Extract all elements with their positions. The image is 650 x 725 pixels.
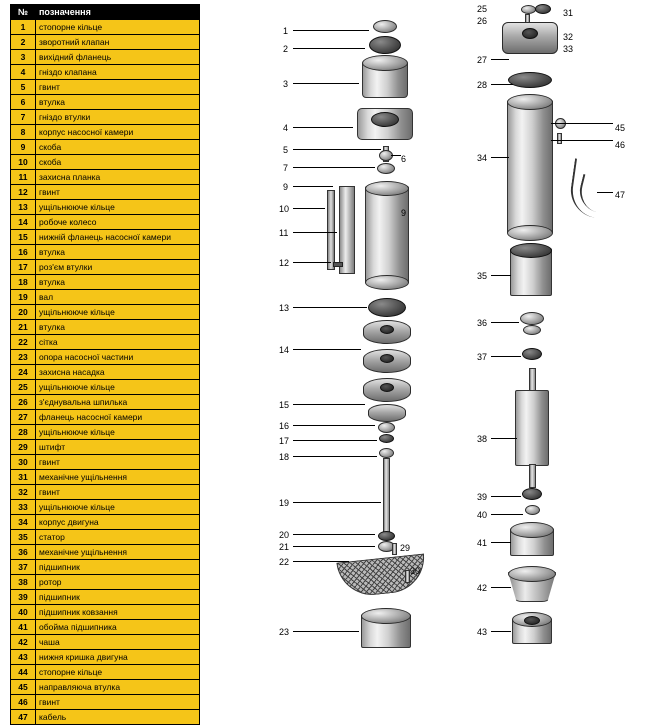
callout-label-7: 7 <box>283 163 289 173</box>
part-name-cell: ущільнююче кільце <box>36 380 200 395</box>
table-row <box>11 440 200 455</box>
leader-line <box>293 48 365 49</box>
part-name-cell: гвинт <box>36 80 200 95</box>
callout-label-40: 40 <box>477 510 488 520</box>
leader-line <box>293 167 375 168</box>
part-name-cell: роз'єм втулки <box>36 260 200 275</box>
part-3-flange-top <box>362 55 408 71</box>
callout-label-11: 11 <box>279 228 289 238</box>
callout-label-15: 15 <box>279 400 290 410</box>
callout-label-35: 35 <box>477 271 488 281</box>
part-number-cell: 16 <box>11 245 36 260</box>
part-13-o-ring <box>368 298 406 317</box>
part-15-lower-flange <box>368 404 406 422</box>
part-29-pin <box>392 543 397 555</box>
part-1-retaining-ring <box>373 20 397 33</box>
leader-line <box>293 127 353 128</box>
parts-legend-table <box>10 4 200 725</box>
callout-label-33: 33 <box>563 44 574 54</box>
part-name-cell: ущільнююче кільце <box>36 200 200 215</box>
part-name-cell: вал <box>36 290 200 305</box>
leader-line <box>293 83 359 84</box>
leader-line <box>293 208 325 209</box>
table-row <box>11 560 200 575</box>
leader-line <box>491 514 523 515</box>
part-number-cell: 35 <box>11 530 36 545</box>
table-row <box>11 215 200 230</box>
table-row <box>11 695 200 710</box>
part-14-impeller-bore <box>380 354 394 363</box>
part-number-cell: 8 <box>11 125 36 140</box>
part-name-cell: підшипник ковзання <box>36 605 200 620</box>
table-row <box>11 80 200 95</box>
part-42-cup-rim <box>508 566 556 582</box>
part-46-screw <box>557 133 562 144</box>
table-row <box>11 380 200 395</box>
table-row <box>11 605 200 620</box>
part-name-cell: гвинт <box>36 185 200 200</box>
leader-line <box>491 631 511 632</box>
callout-label-39: 39 <box>477 492 488 502</box>
callout-label-36: 36 <box>477 318 488 328</box>
exploded-view-diagram <box>205 0 650 650</box>
part-number-cell: 30 <box>11 455 36 470</box>
table-row <box>11 110 200 125</box>
table-row <box>11 500 200 515</box>
part-number-cell: 41 <box>11 620 36 635</box>
table-row <box>11 245 200 260</box>
part-34-motor-housing <box>507 100 553 234</box>
leader-line <box>491 59 509 60</box>
part-number-cell: 38 <box>11 575 36 590</box>
part-name-cell: втулка <box>36 245 200 260</box>
callout-label-46: 46 <box>615 140 626 150</box>
leader-line <box>293 502 381 503</box>
table-row <box>11 65 200 80</box>
part-9-body-bottom-rim <box>365 275 409 290</box>
part-name-cell: робоче колесо <box>36 215 200 230</box>
part-number-cell: 14 <box>11 215 36 230</box>
part-34-housing-bottom-rim <box>507 225 553 241</box>
part-40-sliding-bearing <box>525 505 540 515</box>
callout-label-29: 29 <box>400 543 411 553</box>
callout-label-42: 42 <box>477 583 488 593</box>
table-row <box>11 470 200 485</box>
part-number-cell: 37 <box>11 560 36 575</box>
part-name-cell: статор <box>36 530 200 545</box>
leader-line <box>491 587 511 588</box>
part-number-cell: 33 <box>11 500 36 515</box>
part-2-check-valve <box>369 36 401 54</box>
part-number-cell: 34 <box>11 515 36 530</box>
part-9-body-top-rim <box>365 181 409 196</box>
part-name-cell: скоба <box>36 140 200 155</box>
leader-line <box>293 425 375 426</box>
callout-label-10: 10 <box>279 204 290 214</box>
part-name-cell: гвинт <box>36 455 200 470</box>
part-name-cell: направляюча втулка <box>36 680 200 695</box>
part-name-cell: механічне ущільнення <box>36 545 200 560</box>
callout-label-9: 9 <box>283 182 289 192</box>
part-number-cell: 18 <box>11 275 36 290</box>
table-row <box>11 320 200 335</box>
callout-label-19: 19 <box>279 498 290 508</box>
leader-line <box>293 440 377 441</box>
part-41-cage-rim <box>510 522 554 538</box>
leader-line <box>551 140 613 141</box>
part-name-cell: гвинт <box>36 485 200 500</box>
part-number-cell: 47 <box>11 710 36 725</box>
table-row <box>11 575 200 590</box>
part-number-cell: 9 <box>11 140 36 155</box>
table-row <box>11 290 200 305</box>
part-11-guard-strip <box>339 186 355 274</box>
table-row <box>11 620 200 635</box>
part-14-impeller-bore <box>380 383 394 392</box>
part-name-cell: ротор <box>36 575 200 590</box>
part-number-cell: 23 <box>11 350 36 365</box>
part-number-cell: 17 <box>11 260 36 275</box>
callout-label-25: 25 <box>477 4 488 14</box>
part-name-cell: ущільнююче кільце <box>36 425 200 440</box>
part-number-cell: 36 <box>11 545 36 560</box>
column-header-number: № <box>11 5 36 20</box>
part-number-cell: 45 <box>11 680 36 695</box>
table-row <box>11 425 200 440</box>
part-number-cell: 15 <box>11 230 36 245</box>
leader-line <box>491 496 521 497</box>
table-row <box>11 545 200 560</box>
callout-label-47: 47 <box>615 190 626 200</box>
callout-label-14: 14 <box>279 345 290 355</box>
part-number-cell: 25 <box>11 380 36 395</box>
part-36-mechanical-seal <box>520 312 544 325</box>
callout-label-2: 2 <box>283 44 289 54</box>
part-number-cell: 27 <box>11 410 36 425</box>
callout-label-5: 5 <box>283 145 289 155</box>
part-number-cell: 31 <box>11 470 36 485</box>
table-row <box>11 395 200 410</box>
leader-line <box>293 307 367 308</box>
part-number-cell: 20 <box>11 305 36 320</box>
part-31-mechanical-seal <box>535 4 551 14</box>
part-7-bushing-seat <box>377 163 395 174</box>
table-row <box>11 350 200 365</box>
part-name-cell: сітка <box>36 335 200 350</box>
callout-label-4: 4 <box>283 123 289 133</box>
leader-line <box>293 30 369 31</box>
callout-label-20: 20 <box>279 530 290 540</box>
table-row <box>11 185 200 200</box>
part-28-o-ring <box>508 72 552 88</box>
part-name-cell: механічне ущільнення <box>36 470 200 485</box>
table-row <box>11 335 200 350</box>
part-number-cell: 13 <box>11 200 36 215</box>
table-row <box>11 140 200 155</box>
callout-label-1: 1 <box>283 26 289 36</box>
part-number-cell: 5 <box>11 80 36 95</box>
callout-label-30: 30 <box>410 566 421 576</box>
part-9-pump-chamber-body <box>365 186 409 284</box>
leader-line <box>551 123 613 124</box>
part-number-cell: 28 <box>11 425 36 440</box>
part-number-cell: 11 <box>11 170 36 185</box>
callout-label-28: 28 <box>477 80 488 90</box>
table-row <box>11 200 200 215</box>
callout-label-9: 9 <box>401 208 407 218</box>
table-row <box>11 155 200 170</box>
part-23-support-rim <box>361 608 411 624</box>
leader-line <box>491 438 517 439</box>
part-16-bushing <box>378 422 395 433</box>
part-name-cell: нижня кришка двигуна <box>36 650 200 665</box>
part-name-cell: гвинт <box>36 695 200 710</box>
part-36-seal-ring <box>523 325 541 335</box>
table-row <box>11 635 200 650</box>
part-name-cell: стопорне кільце <box>36 20 200 35</box>
callout-label-17: 17 <box>279 436 290 446</box>
part-name-cell: захисна насадка <box>36 365 200 380</box>
part-name-cell: стопорне кільце <box>36 665 200 680</box>
part-12-screw <box>333 262 343 267</box>
callout-label-21: 21 <box>279 542 290 552</box>
table-row <box>11 710 200 725</box>
part-number-cell: 21 <box>11 320 36 335</box>
part-name-cell: втулка <box>36 320 200 335</box>
part-4-valve-seat-bore <box>371 112 399 127</box>
leader-line <box>597 192 613 193</box>
part-39-bearing <box>522 488 542 500</box>
part-name-cell: чаша <box>36 635 200 650</box>
part-name-cell: нижній фланець насосної камери <box>36 230 200 245</box>
table-row <box>11 680 200 695</box>
table-row <box>11 260 200 275</box>
leader-line <box>293 149 381 150</box>
part-number-cell: 10 <box>11 155 36 170</box>
part-name-cell: вихідний фланець <box>36 50 200 65</box>
part-name-cell: опора насосної частини <box>36 350 200 365</box>
callout-label-18: 18 <box>279 452 290 462</box>
leader-line <box>491 542 511 543</box>
part-14-impeller-bore <box>380 325 394 334</box>
part-name-cell: гніздо клапана <box>36 65 200 80</box>
leader-line <box>491 157 509 158</box>
callout-label-43: 43 <box>477 627 488 637</box>
callout-label-32: 32 <box>563 32 574 42</box>
leader-line <box>293 186 333 187</box>
part-number-cell: 1 <box>11 20 36 35</box>
part-name-cell: підшипник <box>36 590 200 605</box>
part-name-cell: зворотний клапан <box>36 35 200 50</box>
part-number-cell: 29 <box>11 440 36 455</box>
leader-line <box>491 275 511 276</box>
table-row <box>11 20 200 35</box>
part-18-bushing <box>379 448 394 458</box>
part-number-cell: 42 <box>11 635 36 650</box>
callout-label-45: 45 <box>615 123 626 133</box>
part-name-cell: корпус двигуна <box>36 515 200 530</box>
table-row <box>11 35 200 50</box>
part-number-cell: 24 <box>11 365 36 380</box>
callout-label-41: 41 <box>477 538 488 548</box>
table-row <box>11 590 200 605</box>
callout-label-37: 37 <box>477 352 488 362</box>
part-number-cell: 2 <box>11 35 36 50</box>
part-34-housing-top-rim <box>507 94 553 110</box>
table-row <box>11 530 200 545</box>
leader-line <box>293 456 377 457</box>
callout-label-31: 31 <box>563 8 574 18</box>
table-row <box>11 665 200 680</box>
part-number-cell: 32 <box>11 485 36 500</box>
leader-line <box>293 561 349 562</box>
part-22-mesh-screen <box>336 553 427 598</box>
leader-line <box>293 631 359 632</box>
part-number-cell: 3 <box>11 50 36 65</box>
table-row <box>11 95 200 110</box>
part-name-cell: ущільнююче кільце <box>36 500 200 515</box>
part-number-cell: 43 <box>11 650 36 665</box>
table-row <box>11 125 200 140</box>
part-number-cell: 7 <box>11 110 36 125</box>
callout-label-16: 16 <box>279 421 290 431</box>
part-number-cell: 19 <box>11 290 36 305</box>
table-row <box>11 455 200 470</box>
part-name-cell: ущільнююче кільце <box>36 305 200 320</box>
part-number-cell: 22 <box>11 335 36 350</box>
part-number-cell: 4 <box>11 65 36 80</box>
callout-label-26: 26 <box>477 16 488 26</box>
leader-line <box>293 546 375 547</box>
table-row <box>11 650 200 665</box>
callout-label-22: 22 <box>279 557 290 567</box>
part-number-cell: 39 <box>11 590 36 605</box>
part-name-cell: штифт <box>36 440 200 455</box>
leader-line <box>293 534 375 535</box>
column-header-name: позначення <box>36 5 200 20</box>
part-number-cell: 6 <box>11 95 36 110</box>
callout-label-38: 38 <box>477 434 488 444</box>
part-35-stator-core <box>510 243 552 258</box>
table-row <box>11 275 200 290</box>
part-number-cell: 44 <box>11 665 36 680</box>
part-name-cell: кабель <box>36 710 200 725</box>
part-10-bracket <box>327 190 335 270</box>
callout-label-3: 3 <box>283 79 289 89</box>
part-38-rotor <box>515 390 549 466</box>
part-43-cover-bore <box>524 616 540 625</box>
part-20-o-ring <box>378 531 395 541</box>
callout-label-34: 34 <box>477 153 488 163</box>
table-row <box>11 485 200 500</box>
part-number-cell: 40 <box>11 605 36 620</box>
part-name-cell: підшипник <box>36 560 200 575</box>
table-header-row <box>11 5 200 20</box>
table-row <box>11 170 200 185</box>
part-25-o-ring <box>521 5 536 14</box>
part-27-flange-bore <box>522 28 538 39</box>
callout-label-12: 12 <box>279 258 290 268</box>
leader-line <box>491 322 519 323</box>
leader-line <box>293 404 365 405</box>
part-17-bushing-joint <box>379 434 394 443</box>
callout-label-13: 13 <box>279 303 290 313</box>
table-row <box>11 305 200 320</box>
leader-line <box>293 349 361 350</box>
leader-line <box>391 155 401 156</box>
part-name-cell: втулка <box>36 95 200 110</box>
part-name-cell: захисна планка <box>36 170 200 185</box>
part-name-cell: втулка <box>36 275 200 290</box>
part-name-cell: скоба <box>36 155 200 170</box>
leader-line <box>293 262 331 263</box>
callout-label-27: 27 <box>477 55 488 65</box>
part-name-cell: обойма підшипника <box>36 620 200 635</box>
part-number-cell: 46 <box>11 695 36 710</box>
table-row <box>11 515 200 530</box>
part-19-shaft <box>383 458 390 536</box>
part-name-cell: фланець насосної камери <box>36 410 200 425</box>
table-row <box>11 50 200 65</box>
part-name-cell: корпус насосної камери <box>36 125 200 140</box>
part-name-cell: гніздо втулки <box>36 110 200 125</box>
table-row <box>11 365 200 380</box>
table-row <box>11 230 200 245</box>
leader-line <box>293 232 337 233</box>
leader-line <box>491 356 521 357</box>
table-row <box>11 410 200 425</box>
callout-label-23: 23 <box>279 627 290 637</box>
part-38-rotor-shaft-bottom <box>529 464 536 488</box>
part-38-rotor-shaft-top <box>529 368 536 392</box>
part-number-cell: 12 <box>11 185 36 200</box>
part-37-bearing <box>522 348 542 360</box>
part-number-cell: 26 <box>11 395 36 410</box>
callout-label-6: 6 <box>401 154 407 164</box>
leader-line <box>491 84 513 85</box>
part-name-cell: з'єднувальна шпилька <box>36 395 200 410</box>
